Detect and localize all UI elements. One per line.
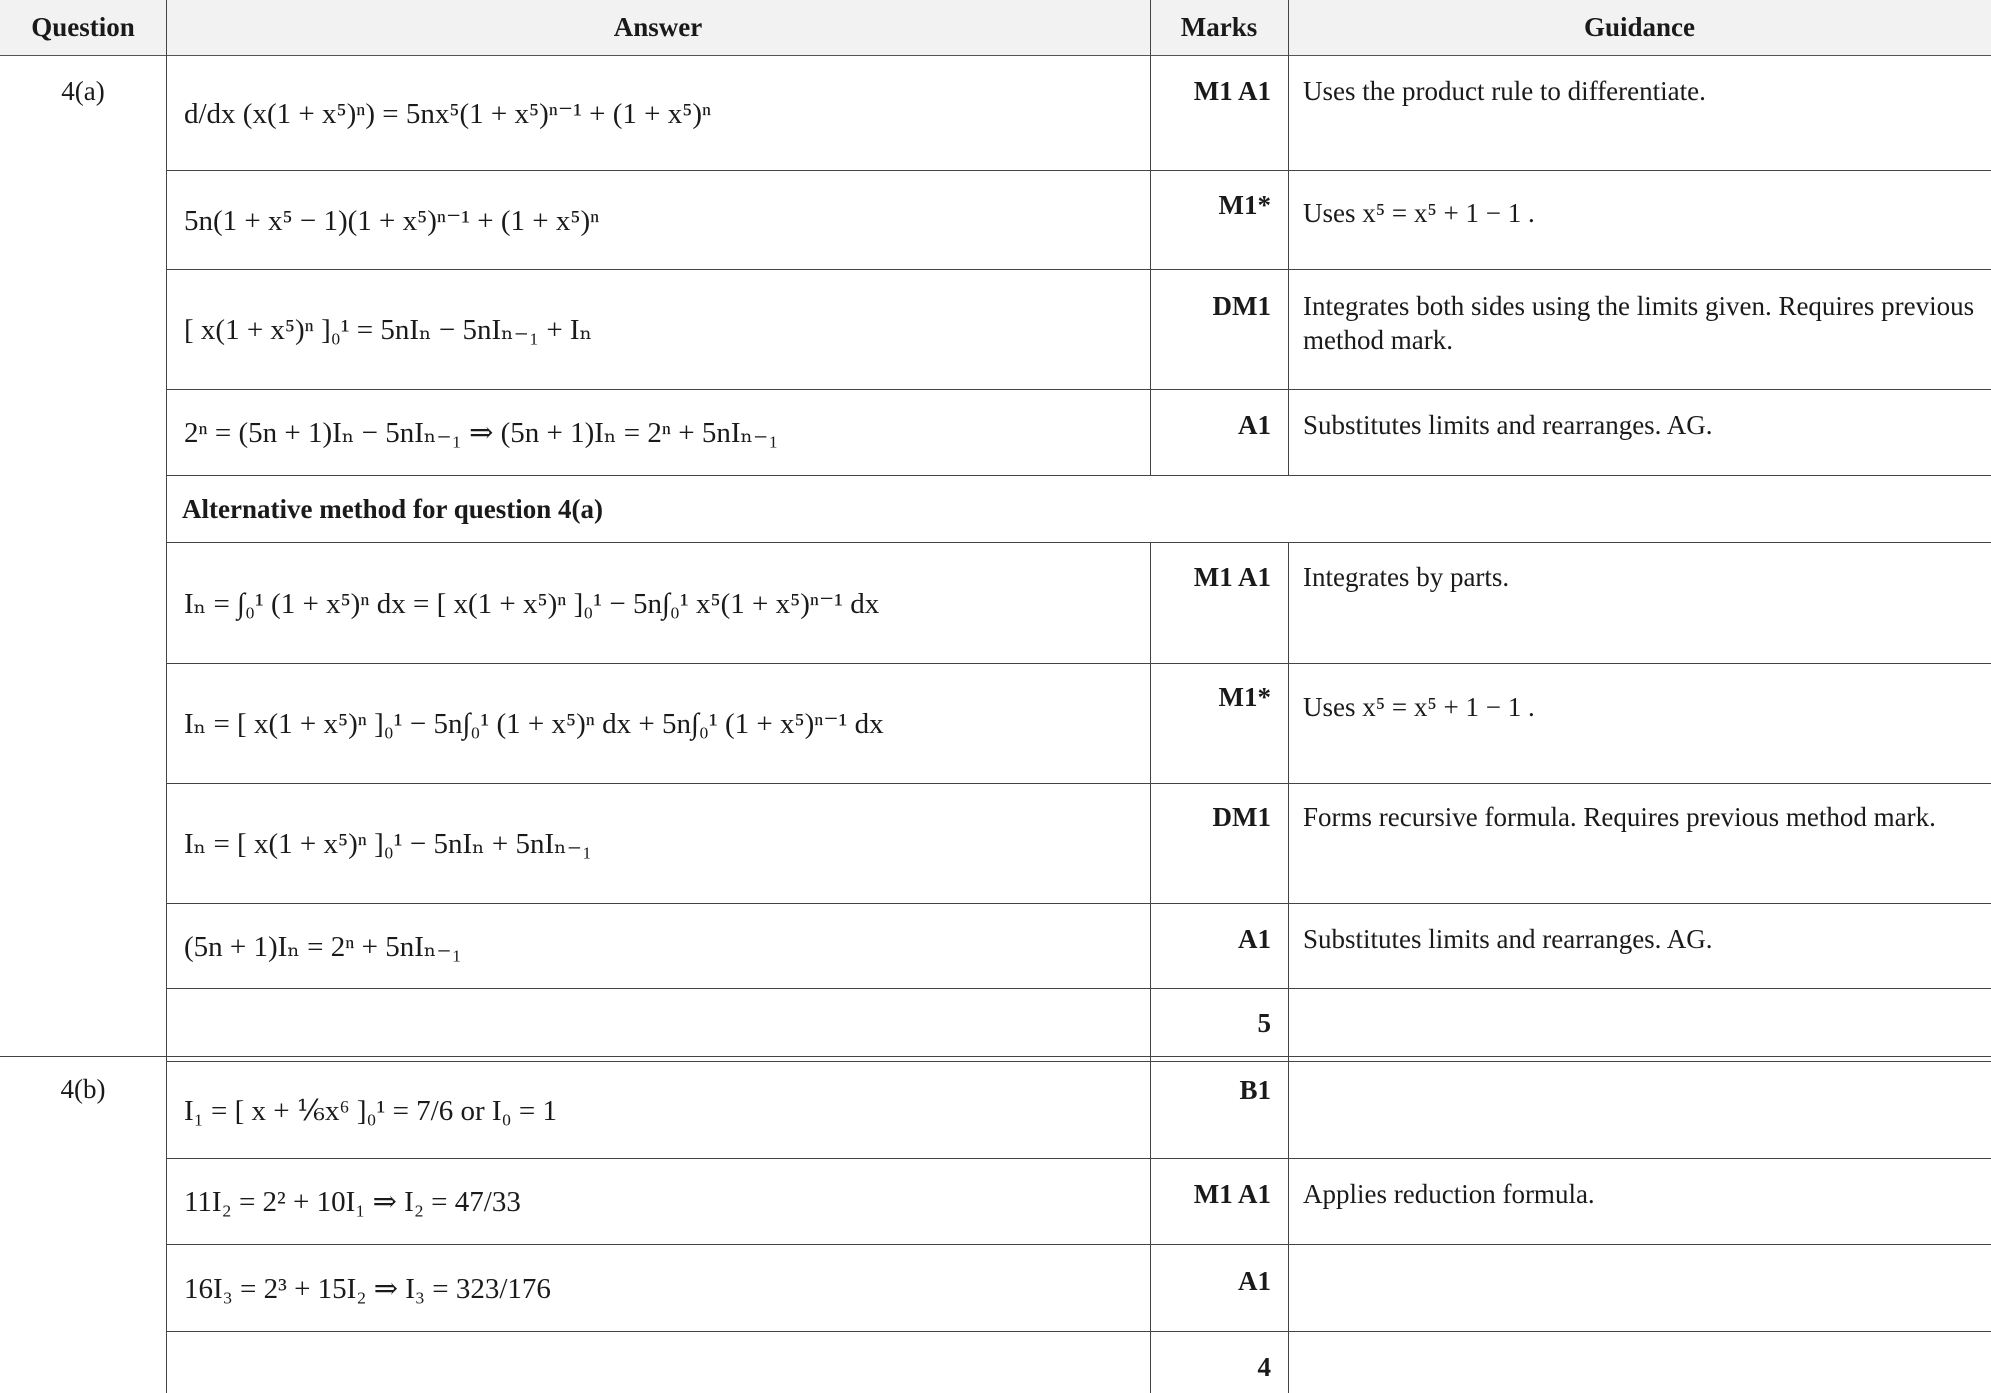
guidance-cell: Applies reduction formula.	[1303, 1179, 1595, 1209]
column-divider	[1288, 542, 1289, 1393]
question-label: 4(a)	[61, 76, 105, 106]
answer-cell: Iₙ = [ x(1 + x⁵)ⁿ ]₀¹ − 5n∫₀¹ (1 + x⁵)ⁿ dx + 5n∫₀¹ (1 + x⁵)ⁿ⁻¹ dx	[184, 708, 884, 740]
marks-cell: M1 A1	[1193, 562, 1271, 592]
column-divider	[1288, 0, 1289, 476]
marks-cell: A1	[1238, 1266, 1271, 1296]
header-marks: Marks	[1150, 0, 1288, 56]
answer-cell: d/dx (x(1 + x⁵)ⁿ) = 5nx⁵(1 + x⁵)ⁿ⁻¹ + (1 + x⁵)ⁿ	[184, 98, 712, 130]
answer-cell: (5n + 1)Iₙ = 2ⁿ + 5nIₙ₋₁	[184, 930, 462, 963]
marks-cell: M1*	[1218, 190, 1271, 220]
guidance-cell: Substitutes limits and rearranges. AG.	[1303, 410, 1713, 440]
answer-cell: [ x(1 + x⁵)ⁿ ]₀¹ = 5nIₙ − 5nIₙ₋₁ + Iₙ	[184, 314, 593, 346]
answer-cell: 16I₃ = 2³ + 15I₂ ⇒ I₃ = 323/176	[184, 1272, 551, 1305]
total-marks: 5	[1257, 1008, 1271, 1038]
alternative-method-heading: Alternative method for question 4(a)	[182, 493, 603, 524]
header-guidance: Guidance	[1288, 0, 1991, 56]
marks-cell: A1	[1238, 410, 1271, 440]
guidance-cell: Substitutes limits and rearranges. AG.	[1303, 924, 1713, 954]
answer-cell: Iₙ = [ x(1 + x⁵)ⁿ ]₀¹ − 5nIₙ + 5nIₙ₋₁	[184, 828, 593, 860]
answer-cell: Iₙ = ∫₀¹ (1 + x⁵)ⁿ dx = [ x(1 + x⁵)ⁿ ]₀¹ − 5n∫₀¹ x⁵(1 + x⁵)ⁿ⁻¹ dx	[184, 587, 880, 620]
question-divider	[0, 1056, 1991, 1057]
marks-cell: M1*	[1218, 682, 1271, 712]
marks-cell: A1	[1238, 924, 1271, 954]
guidance-cell: Integrates by parts.	[1303, 562, 1510, 592]
header-question: Question	[0, 0, 166, 56]
header-answer: Answer	[166, 0, 1150, 56]
answer-cell: 11I₂ = 2² + 10I₁ ⇒ I₂ = 47/33	[184, 1186, 521, 1218]
marks-cell: M1 A1	[1193, 76, 1271, 106]
guidance-cell: Uses the product rule to differentiate.	[1303, 76, 1706, 106]
guidance-cell: Uses x⁵ = x⁵ + 1 − 1 .	[1303, 692, 1535, 722]
answer-cell: 5n(1 + x⁵ − 1)(1 + x⁵)ⁿ⁻¹ + (1 + x⁵)ⁿ	[184, 204, 600, 237]
total-marks: 4	[1257, 1352, 1271, 1382]
question-label: 4(b)	[60, 1074, 106, 1104]
row-divider	[166, 988, 1991, 989]
row-divider	[166, 1331, 1991, 1332]
answer-cell: 2ⁿ = (5n + 1)Iₙ − 5nIₙ₋₁ ⇒ (5n + 1)Iₙ = 2ⁿ + 5nIₙ₋₁	[184, 417, 779, 449]
answer-cell: I₁ = [ x + ⅙x⁶ ]₀¹ = 7/6 or I₀ = 1	[184, 1094, 558, 1127]
guidance-cell: Integrates both sides using the limits given. Requires previous method mark.	[1303, 291, 1975, 355]
marks-cell: M1 A1	[1193, 1179, 1271, 1209]
column-divider	[1150, 0, 1151, 476]
guidance-cell: Forms recursive formula. Requires previous method mark.	[1303, 802, 1936, 832]
marks-cell: B1	[1239, 1075, 1271, 1105]
marks-cell: DM1	[1212, 802, 1271, 832]
marks-cell: DM1	[1212, 291, 1271, 321]
guidance-cell: Uses x⁵ = x⁵ + 1 − 1 .	[1303, 198, 1535, 228]
